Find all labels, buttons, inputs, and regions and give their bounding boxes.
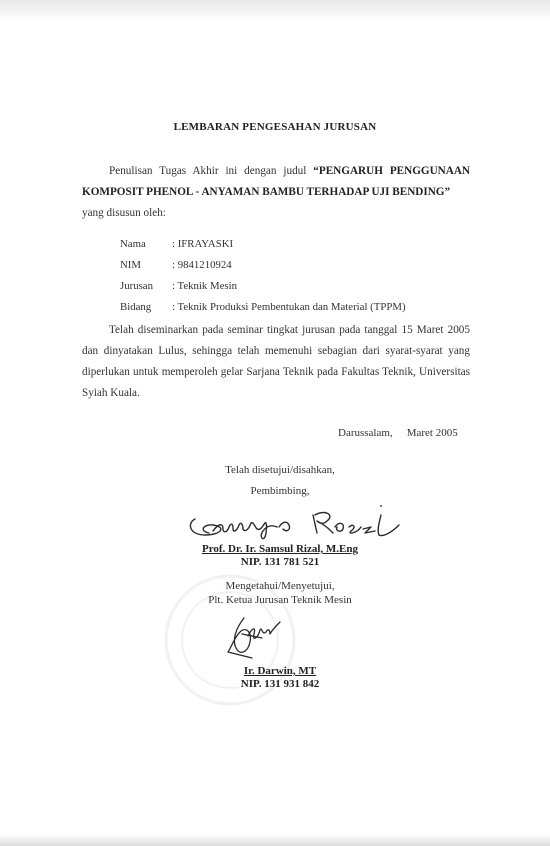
field-value: : IFRAYASKI <box>172 238 234 250</box>
field-row-nim <box>120 255 406 276</box>
head-signature <box>222 612 282 662</box>
intro-lead: Penulisan Tugas Akhir ini dengan judul <box>109 165 307 177</box>
approval-block <box>140 460 420 502</box>
place-date <box>338 427 458 439</box>
approval-line1: Telah disetujui/disahkan, <box>225 464 335 476</box>
approval-line2: Pembimbing, <box>250 485 310 497</box>
head-nip: NIP. 131 931 842 <box>240 678 320 690</box>
scan-bottom-edge <box>0 834 550 846</box>
acknowledgement-line2: Plt. Ketua Jurusan Teknik Mesin <box>208 594 352 606</box>
supervisor-block <box>140 543 420 569</box>
supervisor-signature <box>183 497 403 543</box>
field-label: Jurusan <box>120 280 153 292</box>
intro-tail: yang disusun oleh: <box>82 207 166 219</box>
place: Darussalam, <box>338 427 393 439</box>
field-label: Nama <box>120 238 146 250</box>
field-value: : Teknik Produksi Pembentukan dan Material (TPPM) <box>172 301 406 313</box>
thesis-title: “PENGARUH PENGGUNAAN KOMPOSIT PHENOL - ANYAMAN BAMBU TERHADAP UJI BENDING” <box>82 165 470 198</box>
field-row-jurusan <box>120 276 406 297</box>
acknowledgement-line1: Mengetahui/Menyetujui, <box>225 580 335 592</box>
head-name: Ir. Darwin, MT <box>243 665 317 677</box>
field-row-bidang <box>120 297 406 318</box>
student-info <box>120 234 406 318</box>
document-title: LEMBARAN PENGESAHAN JURUSAN <box>173 121 377 133</box>
statement-text: Telah diseminarkan pada seminar tingkat jurusan pada tanggal 15 Maret 2005 dan dinyatakan Lulus, sehingga telah memenuhi sebagian dari syarat-syarat yang diperlukan untuk memperoleh gelar Sarjana Teknik pada Fakultas Teknik, Universitas Syiah Kuala. <box>82 324 470 399</box>
field-value: : Teknik Mesin <box>172 280 238 292</box>
field-label: Bidang <box>120 301 152 313</box>
field-label: NIM <box>120 259 141 271</box>
head-block <box>140 665 420 691</box>
statement-paragraph <box>82 320 470 404</box>
field-value: : 9841210924 <box>172 259 232 271</box>
intro-paragraph <box>82 161 470 224</box>
scan-top-edge <box>0 0 550 22</box>
field-row-nama <box>120 234 406 255</box>
supervisor-nip: NIP. 131 781 521 <box>240 556 320 568</box>
acknowledgement-block <box>140 579 420 607</box>
supervisor-name: Prof. Dr. Ir. Samsul Rizal, M.Eng <box>201 543 359 555</box>
date: Maret 2005 <box>406 427 458 439</box>
